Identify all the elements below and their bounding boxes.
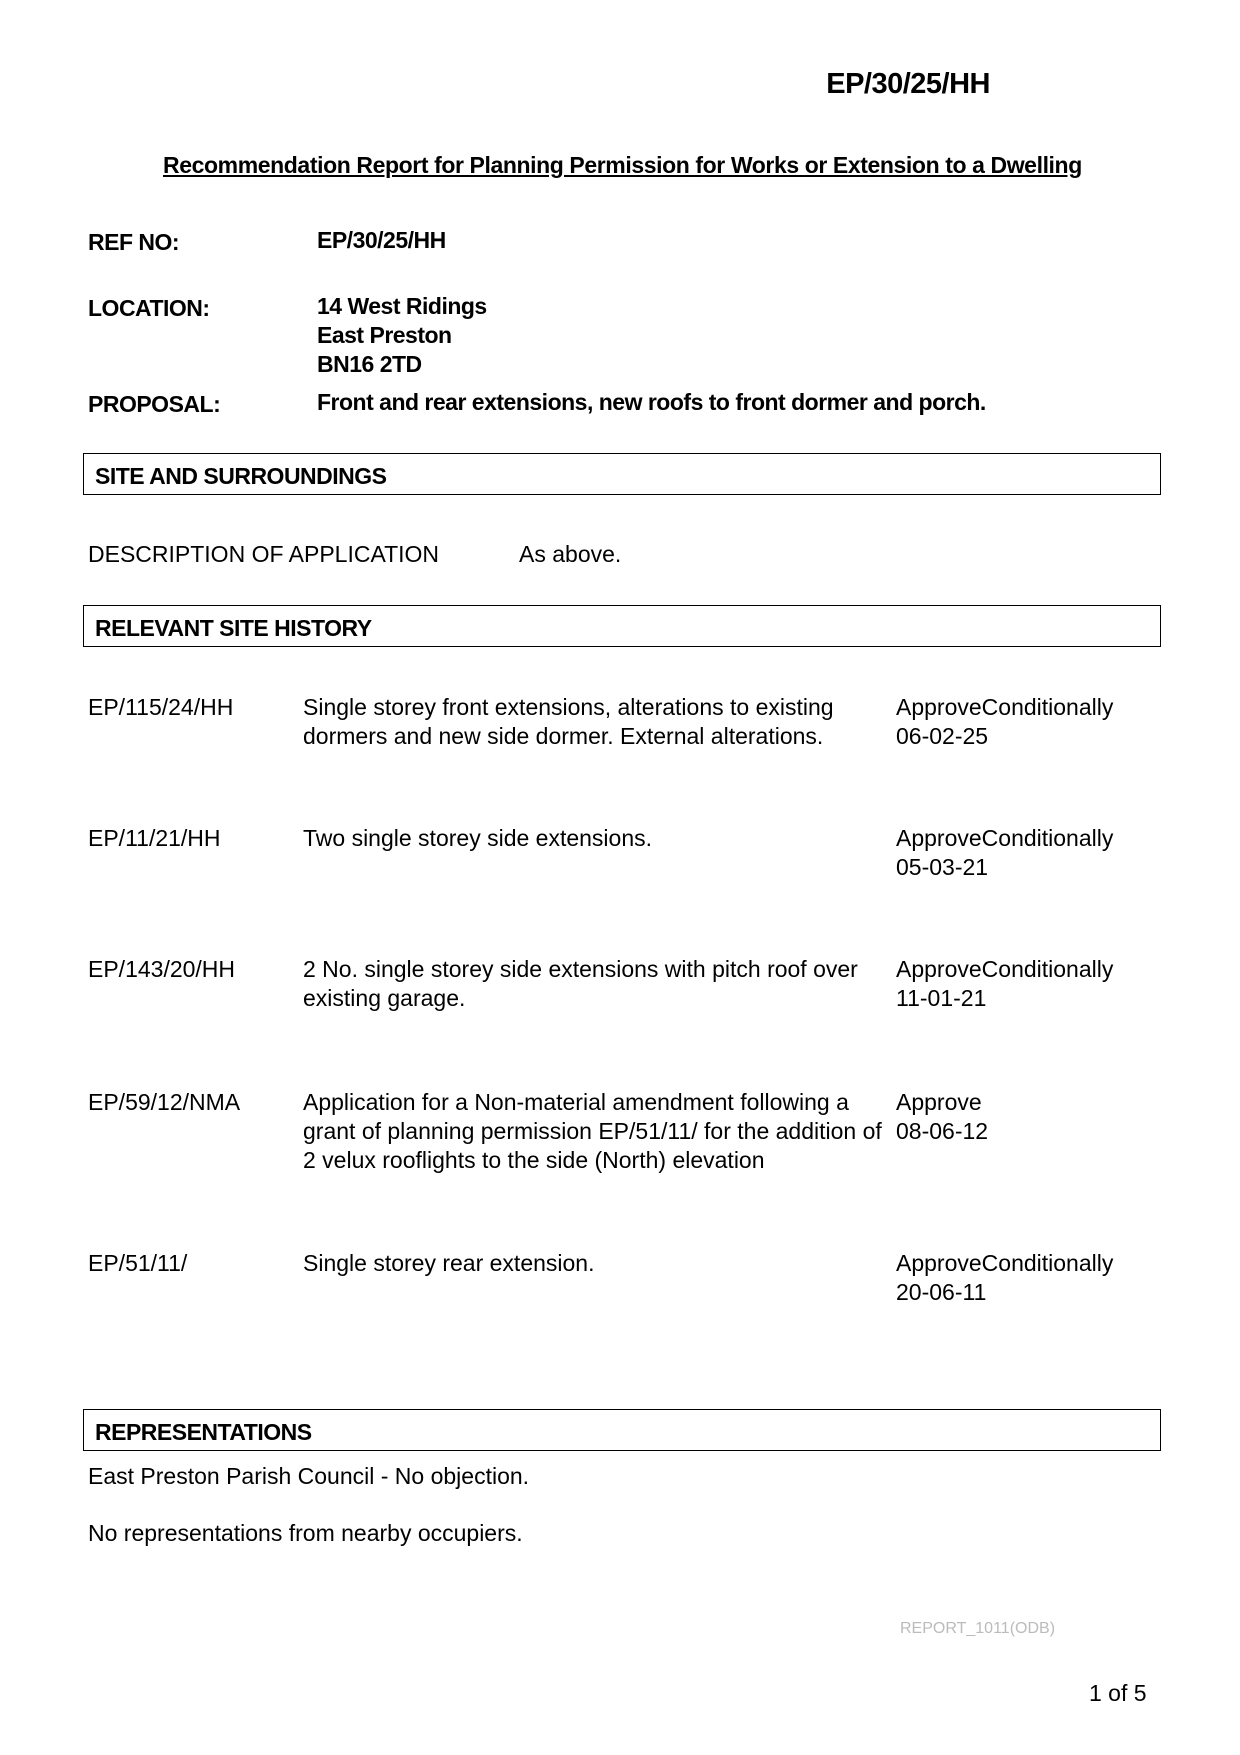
description-label: DESCRIPTION OF APPLICATION xyxy=(88,541,440,567)
history-decision: ApproveConditionally 20-06-11 xyxy=(896,1250,1114,1305)
history-ref: EP/59/12/NMA xyxy=(88,1089,241,1115)
section-heading: RELEVANT SITE HISTORY xyxy=(95,615,372,641)
proposal-label: PROPOSAL: xyxy=(88,391,221,417)
site-surroundings-section-header xyxy=(83,453,1161,495)
location-line-3: BN16 2TD xyxy=(317,351,422,377)
history-ref: EP/143/20/HH xyxy=(88,956,236,982)
history-description: Two single storey side extensions. xyxy=(303,825,653,851)
site-history-section-header xyxy=(83,605,1161,647)
history-ref: EP/115/24/HH xyxy=(88,694,234,720)
history-description: Single storey rear extension. xyxy=(303,1250,595,1276)
history-description: 2 No. single storey side extensions with pitch roof over existing garage. xyxy=(303,956,858,1011)
history-decision: ApproveConditionally 11-01-21 xyxy=(896,956,1114,1011)
report-code: REPORT_1011(ODB) xyxy=(900,1620,1056,1637)
history-description: Application for a Non-material amendment following a grant of planning permission EP/51/11/ for the addition of 2 velux rooflights to the side (North) elevation xyxy=(303,1089,882,1173)
location-line-1: 14 West Ridings xyxy=(317,293,487,319)
history-decision: ApproveConditionally 06-02-25 xyxy=(896,694,1114,749)
occupiers-representation: No representations from nearby occupiers. xyxy=(88,1520,523,1546)
report-title: Recommendation Report for Planning Permission for Works or Extension to a Dwelling xyxy=(163,152,1082,178)
history-ref: EP/51/11/ xyxy=(88,1250,188,1276)
representations-section-header xyxy=(83,1409,1161,1451)
section-heading: REPRESENTATIONS xyxy=(95,1419,312,1445)
location-label: LOCATION: xyxy=(88,295,210,321)
section-heading: SITE AND SURROUNDINGS xyxy=(95,463,387,489)
parish-council-representation: East Preston Parish Council - No objection. xyxy=(88,1463,530,1489)
proposal-value: Front and rear extensions, new roofs to front dormer and porch. xyxy=(317,389,986,415)
location-line-2: East Preston xyxy=(317,322,452,348)
ref-no-value: EP/30/25/HH xyxy=(317,227,446,253)
page-number: 1 of 5 xyxy=(1089,1680,1147,1706)
document-reference-header: EP/30/25/HH xyxy=(826,68,990,100)
history-decision: Approve 08-06-12 xyxy=(896,1089,989,1144)
ref-no-label: REF NO: xyxy=(88,229,180,255)
history-description: Single storey front extensions, alterations to existing dormers and new side dormer. External alterations. xyxy=(303,694,834,749)
history-ref: EP/11/21/HH xyxy=(88,825,221,851)
description-value: As above. xyxy=(519,541,622,567)
history-decision: ApproveConditionally 05-03-21 xyxy=(896,825,1114,880)
